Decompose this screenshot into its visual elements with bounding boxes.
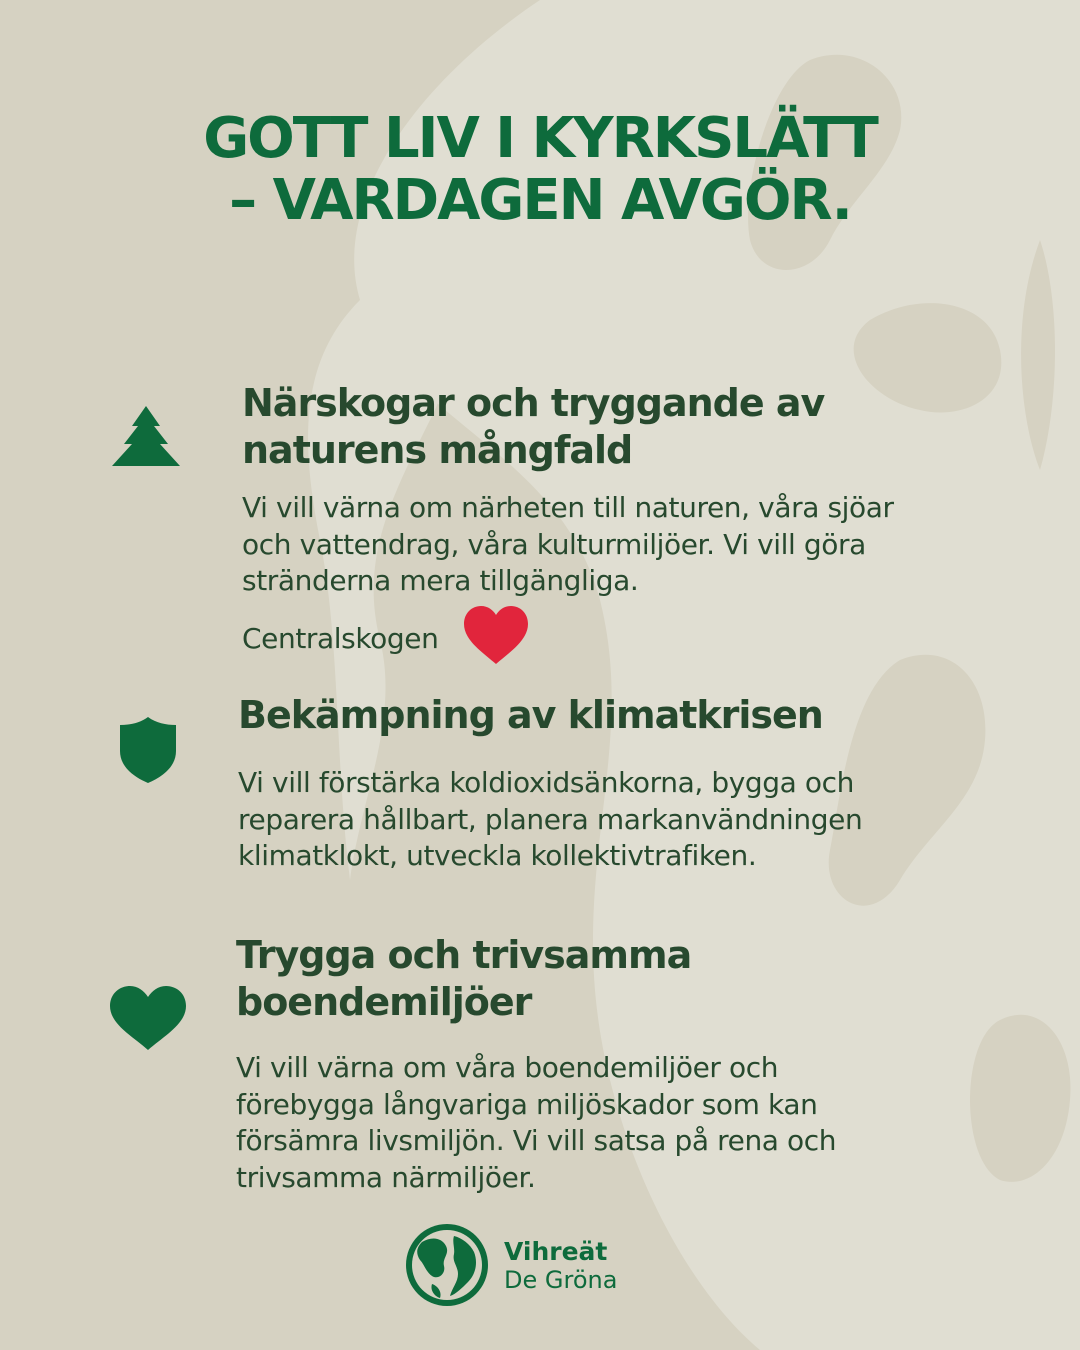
text-line-2: förebygga långvariga miljöskador som kan	[236, 1087, 818, 1121]
heart-icon	[462, 604, 530, 666]
text-line-4: trivsamma närmiljöer.	[236, 1160, 536, 1194]
brand-name-line-2: De Gröna	[504, 1266, 618, 1294]
page-title	[0, 108, 1080, 232]
text-line-2: reparera hållbart, planera markanvändningen	[238, 802, 863, 836]
text-line-3: klimatklokt, utveckla kollektivtrafiken.	[238, 839, 757, 872]
text-line-3: försämra livsmiljön. Vi vill satsa på rena och	[236, 1124, 837, 1157]
tree-icon	[108, 404, 184, 470]
shield-icon	[118, 715, 178, 785]
brand-name	[504, 1238, 617, 1294]
globe-icon	[402, 1222, 492, 1308]
section-klimatkrisen	[238, 692, 862, 875]
text-line-2: och vattendrag, våra kulturmiljöer. Vi vill göra	[242, 527, 866, 561]
section-boendemiljoer	[236, 932, 836, 1196]
centralskogen-label: Centralskogen	[242, 622, 439, 655]
text-line-1: Vi vill värna om närheten till naturen, våra sjöar	[242, 491, 894, 524]
text-line-3: stränderna mera tillgängliga.	[242, 564, 639, 597]
section-text	[236, 1050, 836, 1196]
title-line-1: GOTT LIV I KYRKSLÄTT	[203, 106, 877, 171]
brand-name-line-1: Vihreät	[504, 1237, 608, 1266]
heading-line-2: naturens mångfald	[242, 428, 633, 472]
heading-line-1: Trygga och trivsamma	[236, 933, 692, 977]
heading-line-2: boendemiljöer	[236, 980, 532, 1024]
section-heading	[242, 380, 894, 474]
section-text	[238, 765, 862, 875]
heading-line-1: Bekämpning av klimatkrisen	[238, 693, 823, 737]
section-text	[242, 490, 894, 600]
title-line-2: – VARDAGEN AVGÖR.	[229, 168, 851, 233]
heart-icon	[108, 984, 188, 1052]
text-line-1: Vi vill värna om våra boendemiljöer och	[236, 1051, 779, 1084]
section-heading	[238, 692, 862, 739]
section-heading	[236, 932, 836, 1026]
heading-line-1: Närskogar och tryggande av	[242, 381, 825, 425]
text-line-1: Vi vill förstärka koldioxidsänkorna, bygga och	[238, 766, 855, 799]
section-narskogar	[242, 380, 894, 600]
